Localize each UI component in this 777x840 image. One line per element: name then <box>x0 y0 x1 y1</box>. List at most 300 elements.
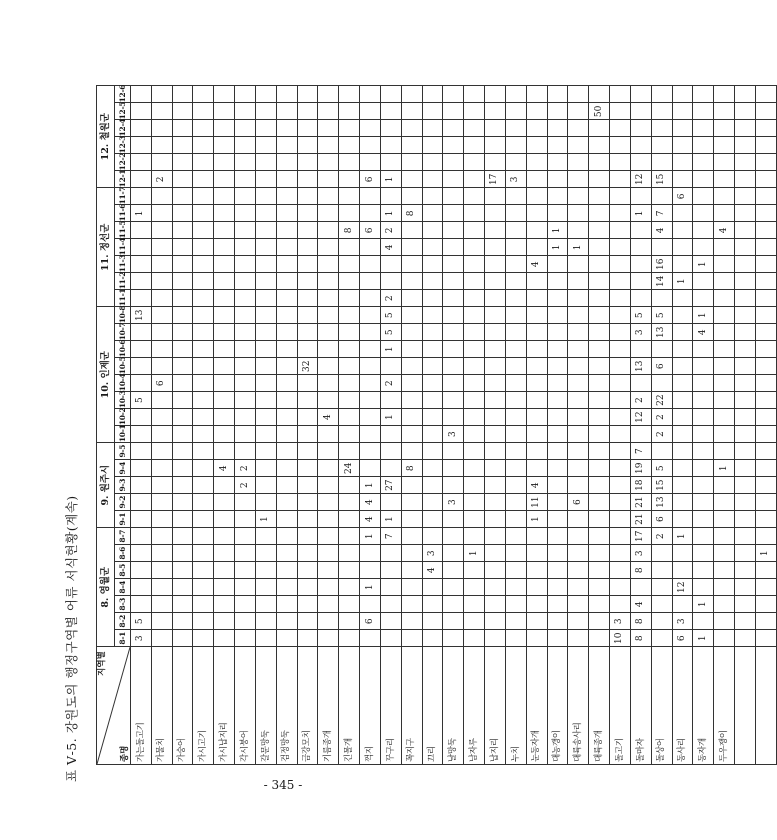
species-name: 가는돌고기 <box>131 647 152 765</box>
count-cell <box>422 137 443 154</box>
count-cell <box>547 137 568 154</box>
count-cell <box>693 511 714 528</box>
count-cell <box>547 307 568 324</box>
count-cell <box>235 630 256 647</box>
count-cell <box>297 120 318 137</box>
count-cell <box>360 120 381 137</box>
count-cell <box>755 239 776 256</box>
count-cell <box>360 596 381 613</box>
count-cell <box>235 443 256 460</box>
count-cell: 3 <box>443 426 464 443</box>
count-cell <box>651 154 672 171</box>
count-cell <box>610 528 631 545</box>
count-cell <box>235 613 256 630</box>
count-cell <box>151 596 172 613</box>
count-cell <box>693 205 714 222</box>
species-name: 가물치 <box>151 647 172 765</box>
count-cell <box>131 409 152 426</box>
count-cell <box>547 188 568 205</box>
count-cell <box>276 562 297 579</box>
count-cell <box>214 579 235 596</box>
site-code-header: 12-4 <box>115 120 131 137</box>
count-cell <box>422 579 443 596</box>
count-cell <box>255 494 276 511</box>
table-row <box>235 86 256 765</box>
count-cell <box>589 137 610 154</box>
count-cell <box>172 630 193 647</box>
count-cell <box>443 596 464 613</box>
count-cell <box>276 341 297 358</box>
count-cell <box>151 120 172 137</box>
count-cell: 3 <box>422 545 443 562</box>
count-cell <box>589 86 610 103</box>
count-cell <box>360 154 381 171</box>
count-cell <box>131 290 152 307</box>
count-cell <box>151 511 172 528</box>
count-cell <box>380 137 401 154</box>
count-cell <box>735 154 756 171</box>
count-cell <box>443 188 464 205</box>
count-cell: 1 <box>693 596 714 613</box>
count-cell <box>651 120 672 137</box>
table-row <box>547 86 568 765</box>
table-row <box>672 86 693 765</box>
count-cell <box>255 239 276 256</box>
count-cell <box>505 545 526 562</box>
count-cell <box>589 426 610 443</box>
count-cell: 4 <box>318 409 339 426</box>
count-cell <box>755 273 776 290</box>
count-cell <box>401 494 422 511</box>
count-cell <box>297 307 318 324</box>
count-cell: 7 <box>630 443 651 460</box>
count-cell <box>755 137 776 154</box>
count-cell <box>172 460 193 477</box>
count-cell <box>339 120 360 137</box>
count-cell <box>297 392 318 409</box>
count-cell: 8 <box>630 562 651 579</box>
count-cell <box>755 307 776 324</box>
count-cell <box>193 154 214 171</box>
count-cell <box>526 545 547 562</box>
count-cell <box>214 256 235 273</box>
count-cell <box>672 545 693 562</box>
count-cell <box>401 392 422 409</box>
count-cell <box>193 511 214 528</box>
count-cell <box>339 273 360 290</box>
count-cell <box>505 273 526 290</box>
count-cell: 4 <box>630 596 651 613</box>
count-cell <box>443 528 464 545</box>
count-cell <box>131 460 152 477</box>
count-cell <box>380 86 401 103</box>
count-cell <box>255 324 276 341</box>
count-cell <box>443 120 464 137</box>
count-cell <box>422 290 443 307</box>
count-cell <box>443 103 464 120</box>
count-cell <box>276 392 297 409</box>
count-cell <box>526 392 547 409</box>
count-cell <box>464 511 485 528</box>
count-cell <box>318 630 339 647</box>
species-name: 납지리 <box>485 647 506 765</box>
count-cell <box>589 579 610 596</box>
count-cell <box>255 154 276 171</box>
count-cell <box>693 443 714 460</box>
count-cell <box>214 86 235 103</box>
count-cell <box>318 375 339 392</box>
site-code-header: 10-1 <box>115 426 131 443</box>
count-cell <box>172 205 193 222</box>
count-cell: 6 <box>672 188 693 205</box>
count-cell <box>589 239 610 256</box>
count-cell <box>214 528 235 545</box>
count-cell <box>443 375 464 392</box>
count-cell <box>735 613 756 630</box>
species-name: 각시붕어 <box>235 647 256 765</box>
count-cell <box>276 443 297 460</box>
count-cell <box>610 358 631 375</box>
count-cell <box>735 341 756 358</box>
count-cell <box>714 392 735 409</box>
count-cell <box>464 341 485 358</box>
count-cell <box>422 596 443 613</box>
count-cell <box>443 460 464 477</box>
count-cell <box>276 409 297 426</box>
species-name: 꺽지 <box>360 647 381 765</box>
count-cell <box>464 613 485 630</box>
fish-habitat-table <box>96 85 777 765</box>
count-cell <box>755 528 776 545</box>
count-cell <box>151 341 172 358</box>
count-cell <box>443 443 464 460</box>
count-cell <box>672 596 693 613</box>
count-cell <box>297 188 318 205</box>
count-cell <box>297 137 318 154</box>
species-name: 금강모치 <box>297 647 318 765</box>
count-cell <box>672 426 693 443</box>
count-cell <box>755 341 776 358</box>
count-cell <box>505 528 526 545</box>
table-row <box>401 86 422 765</box>
count-cell <box>422 324 443 341</box>
table-row <box>630 86 651 765</box>
count-cell <box>193 222 214 239</box>
count-cell <box>276 375 297 392</box>
count-cell <box>485 324 506 341</box>
count-cell <box>193 137 214 154</box>
count-cell <box>714 120 735 137</box>
count-cell <box>339 630 360 647</box>
count-cell <box>193 375 214 392</box>
count-cell: 3 <box>610 613 631 630</box>
count-cell <box>547 443 568 460</box>
count-cell <box>151 630 172 647</box>
count-cell <box>526 426 547 443</box>
site-code-header: 11-3 <box>115 256 131 273</box>
count-cell <box>360 562 381 579</box>
count-cell <box>318 324 339 341</box>
count-cell <box>276 494 297 511</box>
count-cell <box>339 154 360 171</box>
count-cell <box>672 120 693 137</box>
site-code-header: 8-2 <box>115 613 131 630</box>
count-cell <box>151 154 172 171</box>
count-cell <box>255 545 276 562</box>
count-cell <box>276 137 297 154</box>
site-code-header: 11-1 <box>115 290 131 307</box>
count-cell <box>276 256 297 273</box>
table-row <box>464 86 485 765</box>
count-cell <box>172 613 193 630</box>
count-cell <box>547 426 568 443</box>
count-cell <box>422 154 443 171</box>
count-cell <box>755 613 776 630</box>
count-cell <box>360 256 381 273</box>
count-cell <box>505 511 526 528</box>
count-cell <box>235 511 256 528</box>
count-cell <box>526 222 547 239</box>
table-row <box>755 86 776 765</box>
count-cell <box>360 307 381 324</box>
count-cell <box>464 239 485 256</box>
count-cell <box>276 324 297 341</box>
site-code-header: 11-6 <box>115 205 131 222</box>
count-cell <box>547 562 568 579</box>
count-cell <box>193 103 214 120</box>
count-cell <box>443 613 464 630</box>
count-cell: 11 <box>526 494 547 511</box>
count-cell <box>651 188 672 205</box>
count-cell <box>276 120 297 137</box>
count-cell <box>526 273 547 290</box>
count-cell <box>589 171 610 188</box>
count-cell <box>214 562 235 579</box>
count-cell <box>193 443 214 460</box>
count-cell <box>547 290 568 307</box>
count-cell <box>714 409 735 426</box>
count-cell <box>255 256 276 273</box>
count-cell: 24 <box>339 460 360 477</box>
count-cell <box>401 137 422 154</box>
count-cell <box>714 103 735 120</box>
species-name: 검정망둑 <box>276 647 297 765</box>
count-cell <box>276 426 297 443</box>
count-cell <box>547 596 568 613</box>
count-cell <box>380 613 401 630</box>
count-cell <box>380 630 401 647</box>
count-cell <box>235 239 256 256</box>
count-cell: 4 <box>360 511 381 528</box>
count-cell <box>131 494 152 511</box>
count-cell <box>235 426 256 443</box>
count-cell <box>735 205 756 222</box>
count-cell <box>693 477 714 494</box>
count-cell <box>172 120 193 137</box>
count-cell <box>131 596 152 613</box>
count-cell <box>360 239 381 256</box>
table-row <box>297 86 318 765</box>
count-cell <box>693 239 714 256</box>
count-cell <box>464 171 485 188</box>
count-cell <box>214 375 235 392</box>
count-cell <box>235 579 256 596</box>
count-cell <box>339 290 360 307</box>
count-cell <box>172 579 193 596</box>
count-cell: 2 <box>151 171 172 188</box>
count-cell <box>547 460 568 477</box>
species-name: 갈문망둑 <box>255 647 276 765</box>
count-cell <box>485 103 506 120</box>
count-cell <box>172 86 193 103</box>
count-cell <box>339 511 360 528</box>
count-cell <box>610 545 631 562</box>
count-cell <box>214 630 235 647</box>
count-cell <box>339 171 360 188</box>
count-cell <box>755 596 776 613</box>
count-cell <box>714 86 735 103</box>
count-cell <box>401 545 422 562</box>
count-cell: 6 <box>651 511 672 528</box>
count-cell <box>755 256 776 273</box>
count-cell: 5 <box>131 392 152 409</box>
count-cell <box>714 494 735 511</box>
count-cell <box>380 392 401 409</box>
count-cell <box>693 426 714 443</box>
count-cell <box>568 120 589 137</box>
count-cell <box>422 358 443 375</box>
count-cell: 1 <box>380 341 401 358</box>
count-cell <box>651 443 672 460</box>
count-cell <box>193 545 214 562</box>
count-cell: 4 <box>714 222 735 239</box>
count-cell <box>214 103 235 120</box>
count-cell: 6 <box>651 358 672 375</box>
count-cell <box>568 562 589 579</box>
count-cell <box>693 137 714 154</box>
count-cell <box>172 375 193 392</box>
count-cell <box>172 256 193 273</box>
count-cell <box>526 188 547 205</box>
count-cell <box>464 290 485 307</box>
count-cell <box>318 188 339 205</box>
count-cell <box>255 477 276 494</box>
count-cell: 19 <box>630 460 651 477</box>
count-cell <box>401 375 422 392</box>
count-cell <box>505 630 526 647</box>
count-cell <box>339 188 360 205</box>
count-cell <box>735 256 756 273</box>
count-cell <box>568 375 589 392</box>
count-cell <box>464 443 485 460</box>
count-cell <box>505 324 526 341</box>
count-cell <box>610 409 631 426</box>
count-cell <box>235 171 256 188</box>
count-cell: 1 <box>360 528 381 545</box>
table-row <box>318 86 339 765</box>
count-cell: 32 <box>297 358 318 375</box>
count-cell <box>693 273 714 290</box>
count-cell: 17 <box>485 171 506 188</box>
count-cell <box>610 460 631 477</box>
count-cell <box>464 358 485 375</box>
count-cell <box>401 409 422 426</box>
count-cell <box>651 545 672 562</box>
count-cell <box>651 103 672 120</box>
species-name: 돌상어 <box>651 647 672 765</box>
count-cell <box>380 188 401 205</box>
count-cell <box>714 545 735 562</box>
count-cell <box>131 477 152 494</box>
count-cell <box>172 562 193 579</box>
count-cell <box>693 188 714 205</box>
count-cell: 3 <box>630 324 651 341</box>
count-cell <box>693 341 714 358</box>
count-cell <box>485 596 506 613</box>
count-cell: 13 <box>131 307 152 324</box>
count-cell <box>214 341 235 358</box>
count-cell <box>255 579 276 596</box>
count-cell <box>276 307 297 324</box>
count-cell <box>651 375 672 392</box>
count-cell: 4 <box>214 460 235 477</box>
count-cell <box>214 222 235 239</box>
count-cell <box>485 222 506 239</box>
count-cell <box>235 324 256 341</box>
count-cell <box>610 307 631 324</box>
count-cell <box>547 120 568 137</box>
count-cell: 12 <box>672 579 693 596</box>
count-cell <box>714 375 735 392</box>
count-cell <box>526 103 547 120</box>
count-cell <box>714 630 735 647</box>
count-cell <box>526 409 547 426</box>
count-cell <box>318 358 339 375</box>
count-cell <box>714 324 735 341</box>
count-cell <box>630 120 651 137</box>
count-cell <box>443 562 464 579</box>
count-cell <box>318 596 339 613</box>
count-cell <box>693 613 714 630</box>
count-cell <box>131 443 152 460</box>
count-cell <box>714 511 735 528</box>
count-cell <box>193 341 214 358</box>
count-cell <box>755 409 776 426</box>
count-cell: 1 <box>547 222 568 239</box>
count-cell <box>485 205 506 222</box>
count-cell <box>505 205 526 222</box>
table-row <box>505 86 526 765</box>
count-cell <box>297 460 318 477</box>
count-cell <box>380 426 401 443</box>
site-code-header: 10-2 <box>115 409 131 426</box>
count-cell <box>151 137 172 154</box>
count-cell <box>610 324 631 341</box>
count-cell <box>714 596 735 613</box>
count-cell <box>297 324 318 341</box>
count-cell <box>255 443 276 460</box>
count-cell <box>589 409 610 426</box>
count-cell <box>568 409 589 426</box>
count-cell <box>380 443 401 460</box>
count-cell <box>735 120 756 137</box>
count-cell <box>630 137 651 154</box>
count-cell <box>568 579 589 596</box>
count-cell <box>505 358 526 375</box>
count-cell <box>443 545 464 562</box>
count-cell <box>630 273 651 290</box>
site-code-header: 11-4 <box>115 239 131 256</box>
